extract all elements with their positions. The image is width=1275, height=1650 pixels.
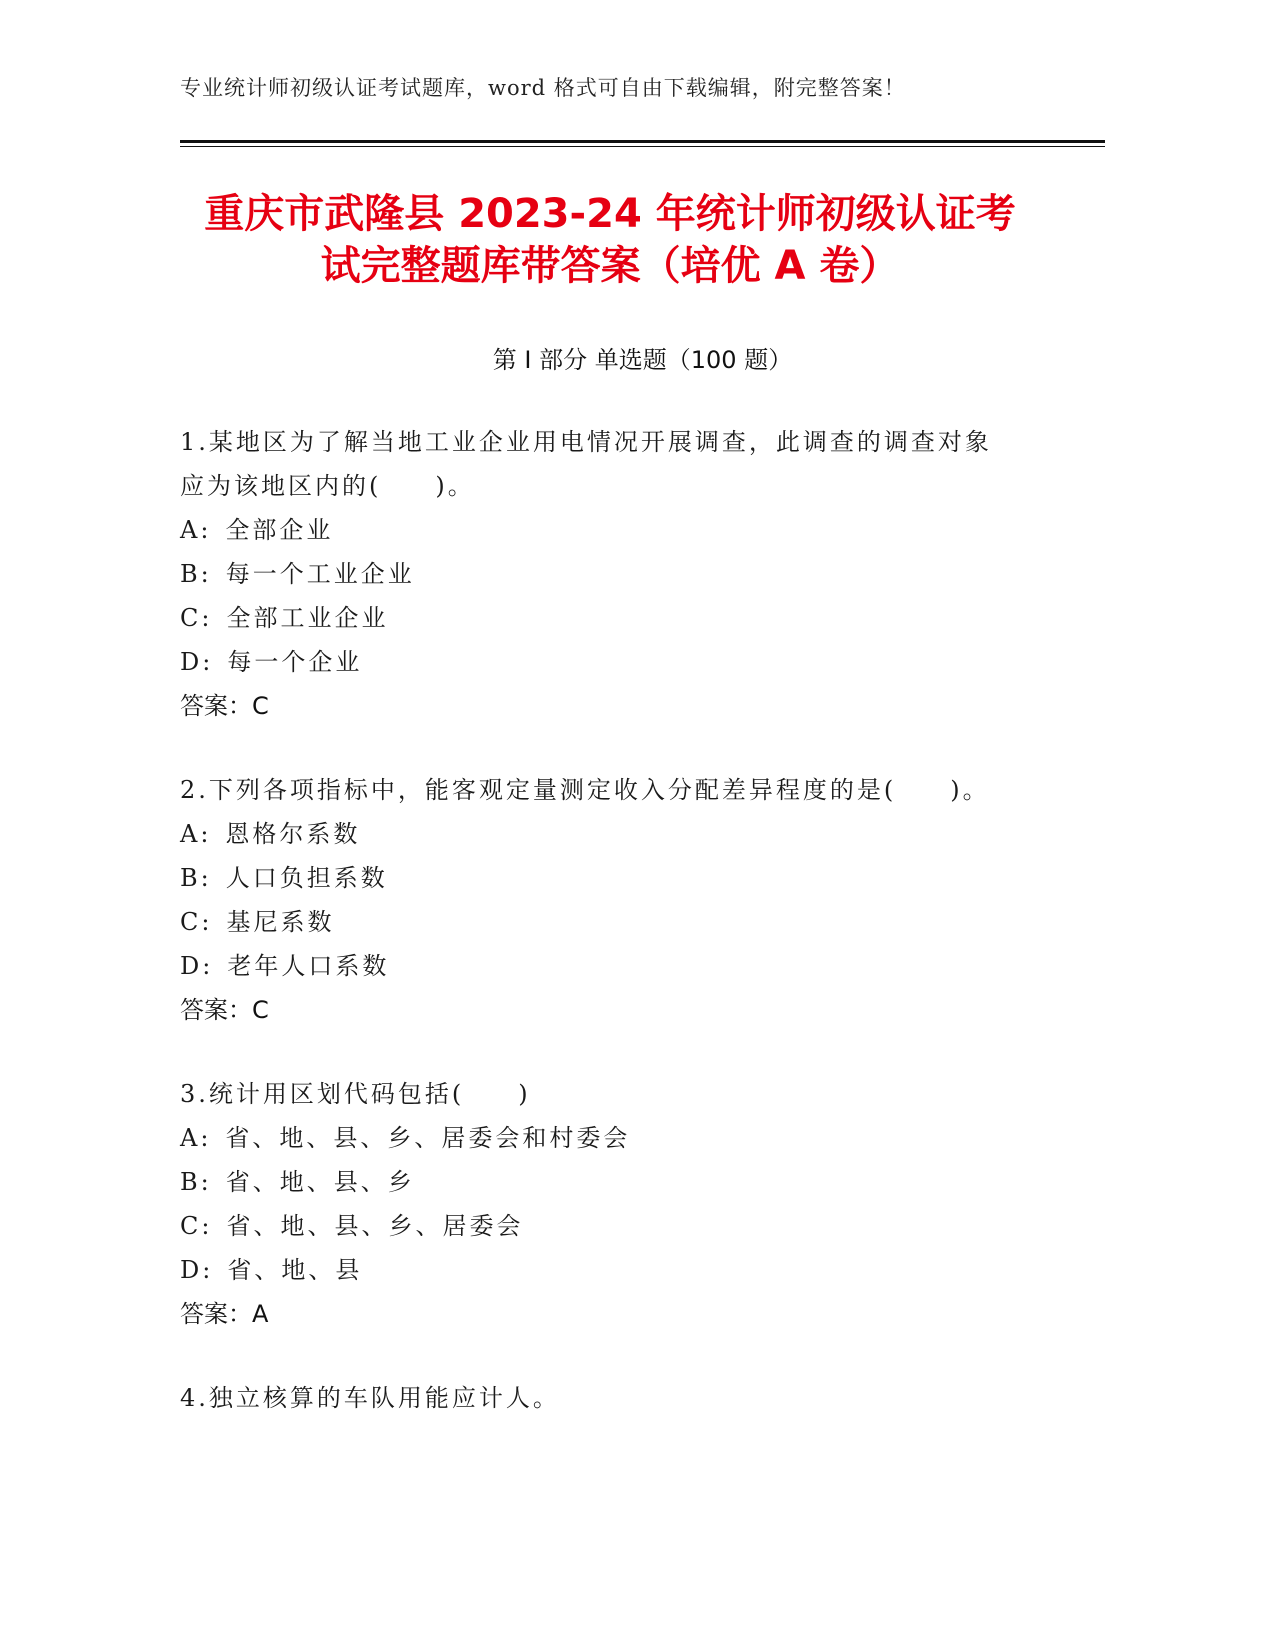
question-1 (180, 420, 1105, 728)
option-letter: A: (180, 516, 212, 544)
option-b (180, 1160, 1105, 1204)
option-c (180, 596, 1105, 640)
option-text: 全部工业企业 (226, 604, 389, 632)
question-4 (180, 1376, 1105, 1420)
option-letter: A: (180, 1124, 212, 1152)
header-rule-thick (180, 140, 1105, 143)
option-letter: C: (180, 908, 213, 936)
option-letter: B: (180, 864, 212, 892)
document-title-line-2: 试完整题库带答案（培优 A 卷） (320, 243, 900, 289)
option-text: 省、地、县、乡、居委会 (226, 1212, 524, 1240)
option-letter: D: (180, 1256, 214, 1284)
option-letter: B: (180, 1168, 212, 1196)
question-3 (180, 1072, 1105, 1336)
header-note: 专业统计师初级认证考试题库，word 格式可自由下载编辑，附完整答案！ (180, 76, 906, 100)
option-text: 每一个工业企业 (225, 560, 415, 588)
document-title (160, 188, 1060, 292)
header-rule-thin (180, 146, 1105, 147)
document-title-line-1: 重庆市武隆县 2023-24 年统计师初级认证考 (204, 191, 1016, 237)
option-letter: D: (180, 952, 214, 980)
question-stem: 2.下列各项指标中，能客观定量测定收入分配差异程度的是( )。 (180, 776, 990, 804)
option-text: 省、地、县、乡 (225, 1168, 415, 1196)
option-d (180, 944, 1105, 988)
option-letter: C: (180, 604, 213, 632)
question-stem: 3.统计用区划代码包括( ) (180, 1080, 531, 1108)
option-letter: D: (180, 648, 214, 676)
option-d (180, 1248, 1105, 1292)
option-a (180, 1116, 1105, 1160)
question-list (180, 420, 1105, 1460)
option-text: 基尼系数 (226, 908, 335, 936)
option-d (180, 640, 1105, 684)
option-text: 恩格尔系数 (225, 820, 361, 848)
section-title: 第 I 部分 单选题（100 题） (492, 346, 793, 374)
answer-line: 答案：C (180, 996, 269, 1024)
option-b (180, 856, 1105, 900)
option-text: 省、地、县、乡、居委会和村委会 (225, 1124, 631, 1152)
option-letter: A: (180, 820, 212, 848)
answer-line: 答案：A (180, 1300, 269, 1328)
option-text: 每一个企业 (227, 648, 363, 676)
question-2 (180, 768, 1105, 1032)
question-stem: 1.某地区为了解当地工业企业用电情况开展调查，此调查的调查对象 (180, 428, 992, 456)
option-a (180, 508, 1105, 552)
answer-line: 答案：C (180, 692, 269, 720)
question-stem: 应为该地区内的( )。 (180, 472, 475, 500)
option-text: 老年人口系数 (227, 952, 390, 980)
option-a (180, 812, 1105, 856)
option-text: 省、地、县 (227, 1256, 363, 1284)
option-text: 全部企业 (225, 516, 334, 544)
question-stem: 4.独立核算的车队用能应计人。 (180, 1384, 560, 1412)
option-c (180, 900, 1105, 944)
option-text: 人口负担系数 (225, 864, 388, 892)
option-b (180, 552, 1105, 596)
option-letter: B: (180, 560, 212, 588)
option-letter: C: (180, 1212, 213, 1240)
option-c (180, 1204, 1105, 1248)
